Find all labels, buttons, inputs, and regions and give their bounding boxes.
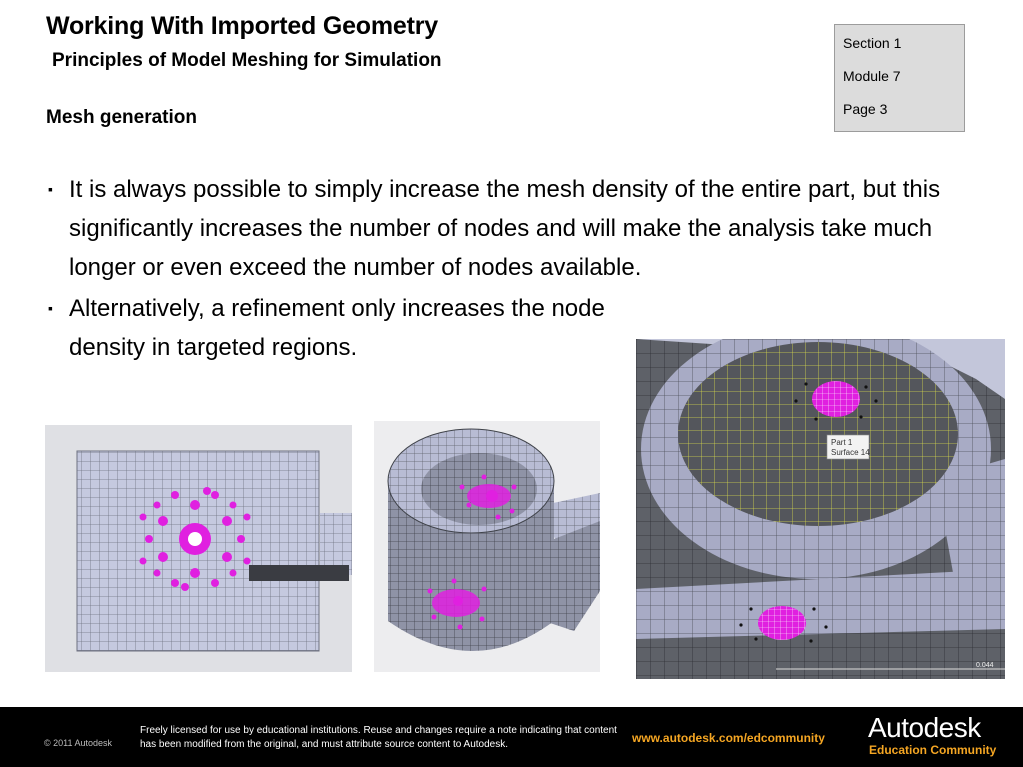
bullet-list <box>46 170 986 367</box>
scale-value: 0.044 <box>976 662 994 669</box>
slide-subtitle: Principles of Model Meshing for Simulation <box>52 50 442 71</box>
bullet-text: Alternatively, a refinement only increases the node density in targeted regions. <box>69 295 605 361</box>
bullet-item <box>46 170 986 287</box>
slide-title: Working With Imported Geometry <box>46 12 438 40</box>
bullet-text: It is always possible to simply increase the mesh density of the entire part, but this significantly increases the number of nodes and will make the analysis take much longer or even exceed the number of nodes available. <box>69 176 941 281</box>
section-heading: Mesh generation <box>46 107 197 128</box>
bullet-marker: ▪ <box>48 181 53 197</box>
cylinder-mesh-image <box>374 421 600 672</box>
tooltip-line2: Surface 14 <box>831 448 870 457</box>
website-link[interactable]: www.autodesk.com/edcommunity <box>632 731 825 745</box>
footer-bar <box>0 707 1023 767</box>
license-text: Freely licensed for use by educational institutions. Reuse and changes require a note indicating that content has been modified from the original, and must attribute source content to Autodesk. <box>140 725 617 750</box>
autodesk-logo: Autodesk <box>868 712 981 743</box>
plate-mesh-image <box>45 425 352 672</box>
copyright-text: © 2011 Autodesk <box>44 738 113 748</box>
education-community-label: Education Community <box>869 743 997 757</box>
section-info-box <box>834 24 965 132</box>
bullet-marker: ▪ <box>48 300 53 316</box>
module-label: Module 7 <box>843 68 901 84</box>
bullet-item <box>46 289 629 367</box>
ring-mesh-image <box>636 339 1005 679</box>
page-label: Page 3 <box>843 101 888 117</box>
section-label: Section 1 <box>843 35 902 51</box>
tooltip-line1: Part 1 <box>831 438 853 447</box>
